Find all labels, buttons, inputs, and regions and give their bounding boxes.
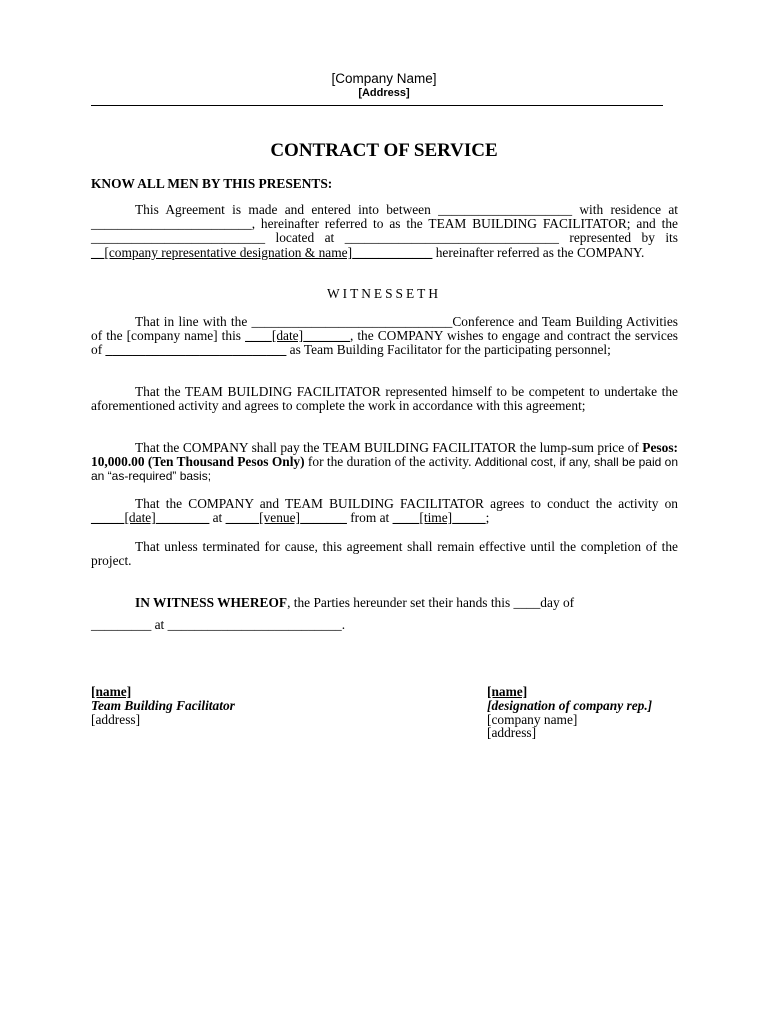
clause-4-time: ____[time]_____ — [392, 510, 486, 526]
document-title: CONTRACT OF SERVICE — [270, 140, 498, 161]
clause-5: That unless terminated for cause, this agreement shall remain effective until the completion of the project. — [91, 539, 678, 569]
company-rep-designation: [designation of company rep.] — [487, 697, 653, 713]
letterhead — [0, 70, 768, 100]
clause-4-venue: _____[venue]_______ — [225, 510, 347, 526]
witness-period: . — [341, 617, 346, 632]
agreement-text-2: hereinafter referred as the COMPANY. — [432, 244, 645, 260]
signatory-company — [487, 685, 652, 740]
facilitator-address: [address] — [91, 711, 141, 727]
clause-4-from: from at — [346, 510, 393, 526]
witness-whereof-line-2 — [91, 618, 678, 632]
company-name: [Company Name] — [331, 71, 437, 86]
witness-whereof-label: IN WITNESS WHEREOF — [135, 595, 288, 610]
intro-heading: KNOW ALL MEN BY THIS PRESENTS: — [91, 176, 333, 191]
clause-4-text-a: That the COMPANY and TEAM BUILDING FACILITATOR agrees to conduct the activity on — [135, 496, 678, 511]
witnesseth-heading: WITNESSETH — [326, 286, 442, 301]
company-address: [Address] — [358, 87, 410, 99]
facilitator-role: Team Building Facilitator — [91, 697, 235, 713]
clause-1-text-c: as Team Building Facilitator for the participating personnel; — [286, 342, 611, 358]
clause-3-note: Additional cost, if any, shall be paid on an “as-required” basis; — [91, 455, 679, 484]
clause-4-at: at — [209, 510, 226, 526]
signatory-facilitator — [91, 685, 235, 726]
facilitator-name: [name] — [91, 684, 132, 699]
clause-2: That the TEAM BUILDING FACILITATOR represented himself to be competent to undertake the aforementioned activity and agrees to complete the work in accordance with this agreement; — [91, 384, 678, 414]
clause-1-date: ____[date]_______ — [245, 328, 350, 344]
company-rep-address: [address] — [487, 725, 537, 741]
clause-3 — [91, 441, 678, 484]
letterhead-divider — [91, 105, 663, 106]
witness-place-blank: __________________________ — [167, 617, 342, 632]
clause-1-blank: ___________________________ — [105, 342, 287, 358]
witness-at: at — [151, 617, 168, 632]
company-rep-field: __[company representative designation & name]____________ — [91, 244, 433, 260]
agreement-text-1: This Agreement is made and entered into between ____________________ with residence at ________________________, hereinafter referred to as the TEAM BUILDING FACILITATOR; and the __________________________ located at ________________________________ represented by its — [91, 202, 678, 246]
company-rep-company: [company name] — [487, 711, 578, 727]
clause-3-text-b: for the duration of the activity. — [304, 454, 475, 470]
clause-1-text-b: , the COMPANY wishes to engage and contract the services of — [91, 328, 678, 358]
witness-day-blank: _________ — [91, 617, 152, 632]
clause-1-text-a: That in line with the ______________________________Conference and Team Building Activities of the [company name] this — [91, 314, 678, 344]
witness-whereof-text: , the Parties hereunder set their hands this ____day of — [287, 595, 575, 610]
company-rep-name: [name] — [487, 684, 528, 699]
clause-4 — [91, 497, 678, 525]
clause-3-price: Pesos: 10,000.00 (Ten Thousand Pesos Only) — [91, 440, 678, 470]
clause-1 — [91, 315, 678, 358]
clause-3-text-a: That the COMPANY shall pay the TEAM BUILDING FACILITATOR the lump-sum price of — [135, 440, 643, 455]
clause-4-end: ; — [485, 510, 490, 526]
agreement-paragraph — [91, 203, 678, 260]
witness-whereof — [91, 596, 678, 610]
clause-4-date: _____[date]________ — [91, 510, 210, 526]
